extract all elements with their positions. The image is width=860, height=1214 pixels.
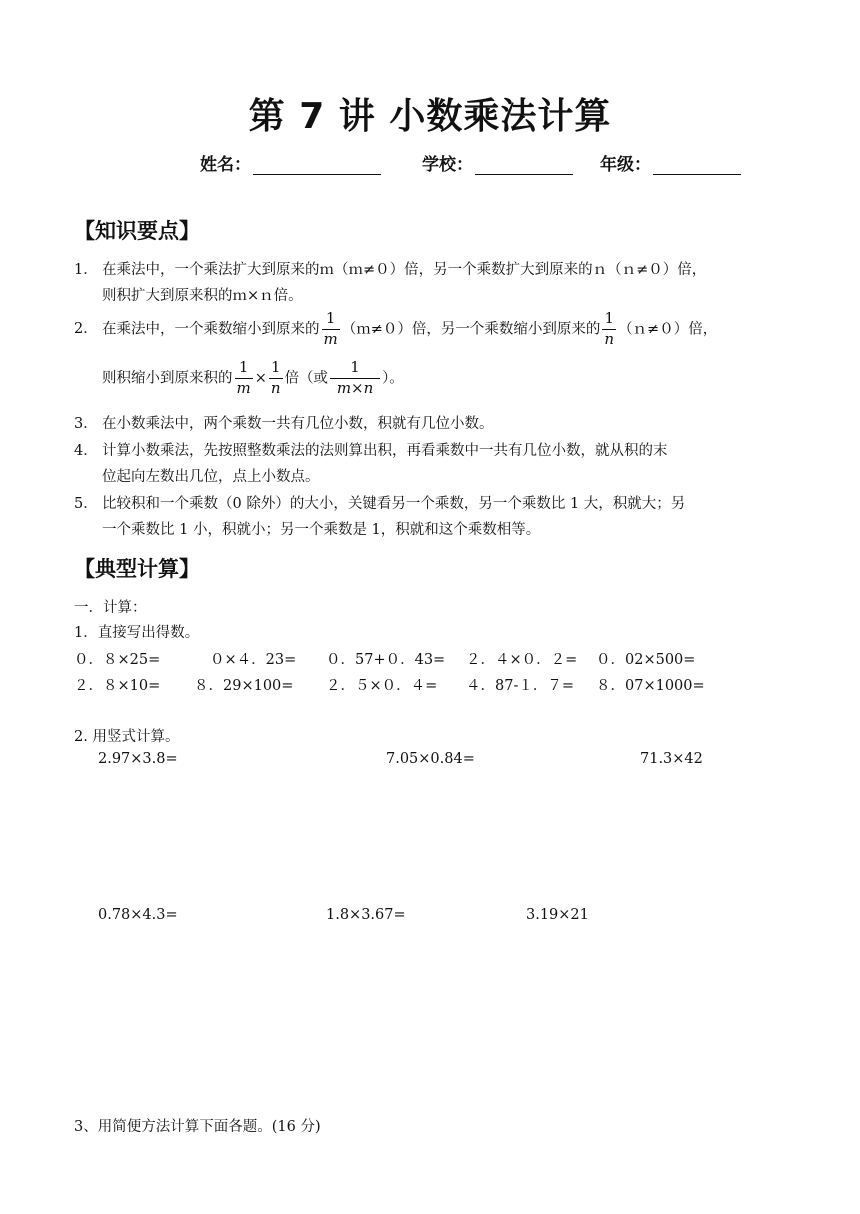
knowledge-item-2 [74, 311, 717, 348]
school-blank[interactable] [475, 154, 573, 175]
q2-problem: 7.05×0.84= [386, 751, 475, 767]
q2-problem: 1.8×3.67= [326, 907, 406, 923]
q1-problem: ２．４×０．２= [466, 652, 578, 668]
q1-problem: ８．07×1000= [596, 678, 705, 694]
q1-problem: ０×４．23= [210, 652, 297, 668]
item-number: 5． [74, 496, 98, 512]
grade-field [600, 150, 741, 175]
fraction-1-over-m: $\frac{1}{m}$ [236, 358, 251, 397]
item-number: 2． [74, 321, 98, 338]
item-text: （ｎ≠０）倍， [618, 321, 718, 338]
knowledge-item-4-cont: 位起向左数出几位，点上小数点。 [102, 469, 320, 485]
fraction-1-over-n: $\frac{1}{n}$ [604, 309, 615, 348]
question-1-label: 1．直接写出得数。 [74, 625, 200, 641]
fraction-1-over-m: $\frac{1}{m}$ [323, 309, 338, 348]
item-number: 3． [74, 416, 98, 432]
knowledge-item-4 [74, 439, 668, 460]
q1-problem: ０．02×500= [596, 652, 696, 668]
grade-label: 年级： [600, 155, 651, 175]
q2-problem: 2.97×3.8= [98, 751, 178, 767]
q2-problem: 0.78×4.3= [98, 907, 178, 923]
knowledge-item-1 [74, 258, 706, 279]
q1-problem: ８．29×100= [194, 678, 294, 694]
times-sign: × [254, 370, 267, 387]
q1-problem: ２．８×10= [74, 678, 161, 694]
item-text: 在乘法中，一个乘数缩小到原来的 [102, 321, 320, 338]
item-text: （ｍ≠０）倍，另一个乘数缩小到原来的 [341, 321, 601, 338]
q2-problem: 3.19×21 [526, 907, 589, 923]
name-field [200, 150, 381, 175]
fraction-1-over-mn: $\frac{1}{m\times n}$ [330, 360, 380, 397]
q1-problem: ０．57+０．43= [326, 652, 446, 668]
item-text: 在小数乘法中，两个乘数一共有几位小数，积就有几位小数。 [102, 416, 494, 432]
school-label: 学校： [422, 155, 473, 175]
q2-problem: 71.3×42 [640, 751, 703, 767]
section-heading-knowledge: 【知识要点】 [74, 219, 200, 243]
item-text: ）。 [382, 370, 404, 387]
q1-problem: ０．８×25= [74, 652, 161, 668]
item-number: 4． [74, 443, 98, 459]
knowledge-item-5-cont: 一个乘数比 1 小，积就小；另一个乘数是 1，积就和这个乘数相等。 [102, 522, 541, 538]
q1-problem: ４．87-１．７= [466, 678, 574, 694]
question-3-label: 3、用简便方法计算下面各题。(16 分) [74, 1119, 321, 1135]
item-text: 倍（或 [284, 370, 329, 387]
section-heading-calc: 【典型计算】 [74, 557, 200, 581]
grade-blank[interactable] [653, 154, 741, 175]
knowledge-item-1-cont: 则积扩大到原来积的ｍ×ｎ倍。 [102, 288, 303, 304]
item-text: 在乘法中，一个乘法扩大到原来的ｍ（ｍ≠０）倍，另一个乘数扩大到原来的ｎ（ｎ≠０）倍， [102, 262, 707, 278]
name-blank[interactable] [253, 154, 381, 175]
name-label: 姓名： [200, 155, 251, 175]
page-title: 第 7 讲 小数乘法计算 [248, 96, 612, 137]
part-label: 一．计算： [74, 600, 147, 616]
item-text: 则积缩小到原来积的 [102, 370, 233, 387]
item-text: 计算小数乘法，先按照整数乘法的法则算出积，再看乘数中一共有几位小数，就从积的末 [102, 443, 668, 459]
question-2-label: 2. 用竖式计算。 [74, 729, 180, 745]
item-text: 比较积和一个乘数（0 除外）的大小，关键看另一个乘数，另一个乘数比 1 大，积就大；另 [102, 496, 686, 512]
fraction-1-over-n: $\frac{1}{n}$ [270, 358, 281, 397]
item-number: 1． [74, 262, 98, 278]
knowledge-item-5 [74, 492, 685, 513]
knowledge-item-2-cont [102, 360, 404, 397]
knowledge-item-3 [74, 412, 494, 433]
q1-problem: ２．５×０．４= [326, 678, 438, 694]
school-field [422, 150, 573, 175]
